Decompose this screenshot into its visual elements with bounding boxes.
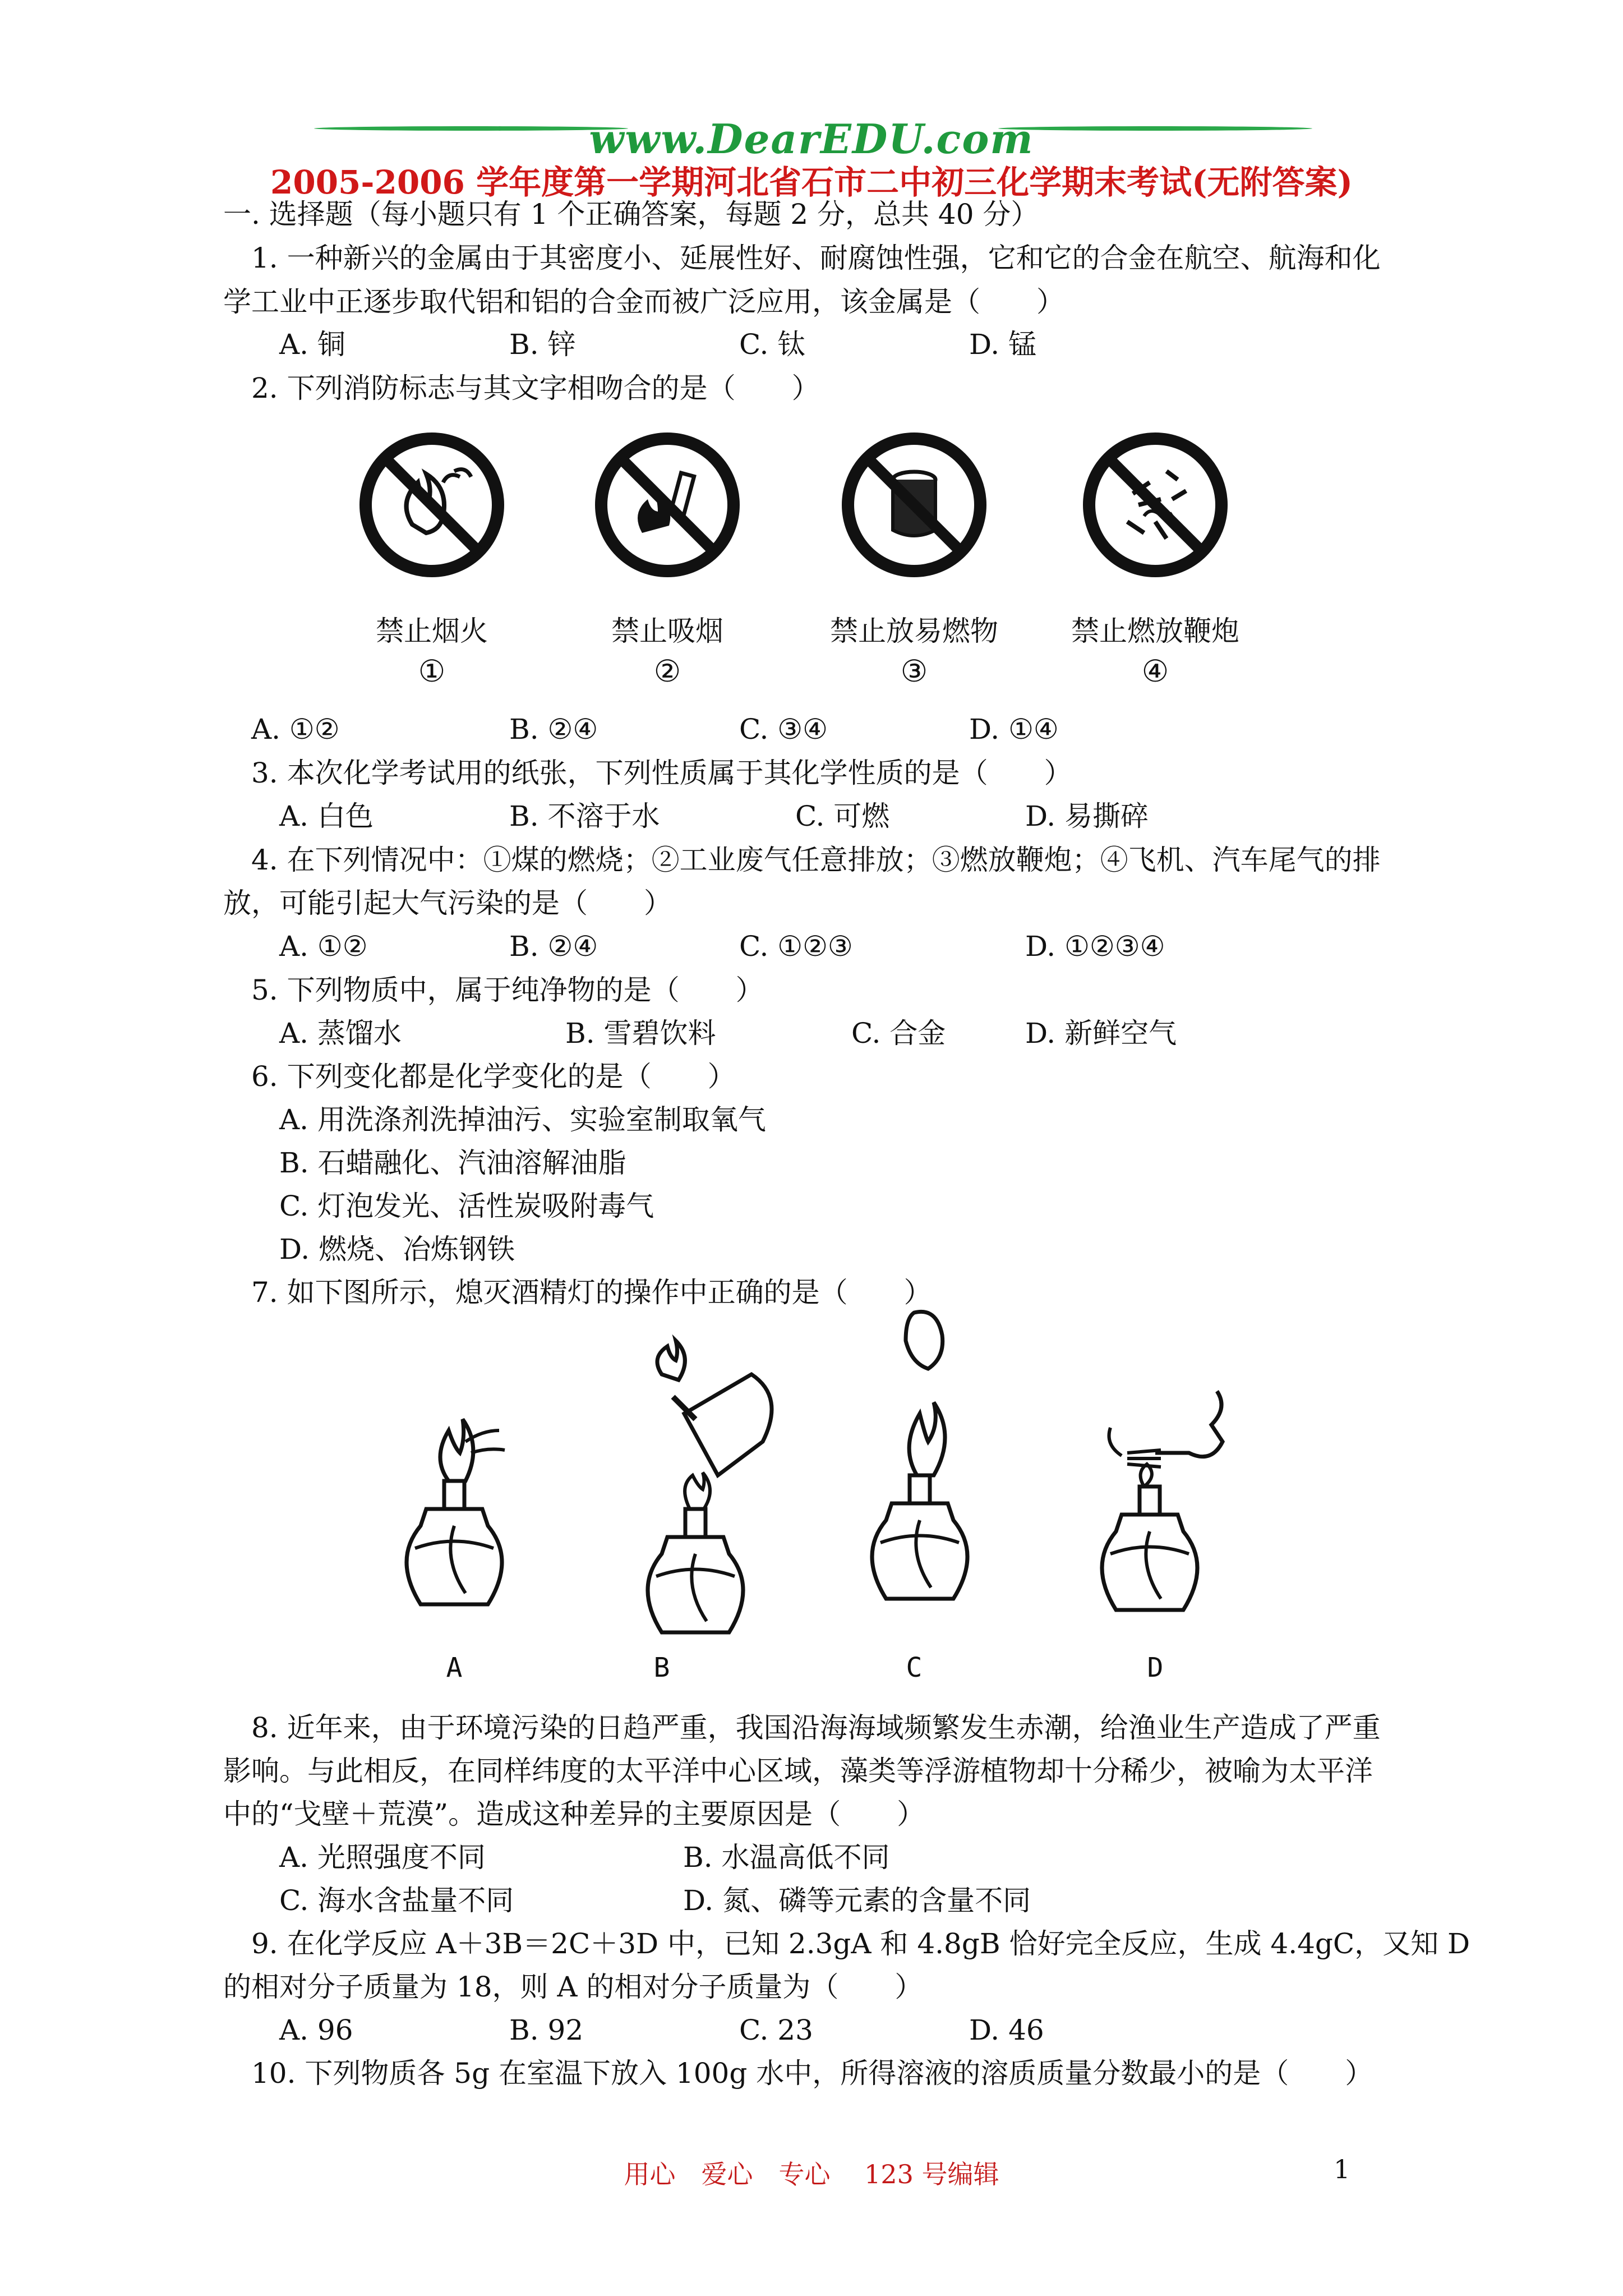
q8-option-a: A. 光照强度不同	[279, 1841, 486, 1874]
lamp-a-blowing-icon	[387, 1402, 522, 1638]
q6-option-c: C. 灯泡发光、活性炭吸附毒气	[279, 1190, 654, 1222]
question-5-line-1: 5. 下列物质中，属于纯净物的是（ ）	[251, 974, 764, 1006]
question-3-line-1: 3. 本次化学考试用的纸张，下列性质属于其化学性质的是（ ）	[251, 757, 1072, 789]
q4-option-b: B. ②④	[509, 930, 598, 963]
lamp-a-label: A	[446, 1652, 463, 1683]
page-title: 2005-2006 学年度第一学期河北省石市二中初三化学期末考试(无附答案)	[270, 163, 1353, 201]
q8-option-b: B. 水温高低不同	[683, 1841, 890, 1874]
sign-1-number: ①	[418, 654, 446, 689]
q2-option-b: B. ②④	[509, 713, 598, 746]
question-8-line-3: 中的“戈壁＋荒漠”。造成这种差异的主要原因是（ ）	[223, 1798, 925, 1830]
sign-1-label: 禁止烟火	[376, 615, 488, 647]
q9-option-b: B. 92	[509, 2014, 584, 2046]
q9-option-d: D. 46	[969, 2014, 1044, 2046]
q6-option-b: B. 石蜡融化、汽油溶解油脂	[279, 1147, 626, 1179]
q6-option-a: A. 用洗涤剂洗掉油污、实验室制取氧气	[279, 1103, 766, 1136]
lamp-b-tilted-icon	[606, 1341, 791, 1638]
q9-option-c: C. 23	[739, 2014, 813, 2046]
sign-no-fire-icon	[359, 432, 505, 578]
q6-option-d: D. 燃烧、冶炼钢铁	[279, 1233, 515, 1266]
q4-option-a: A. ①②	[279, 930, 368, 963]
question-10-line-1: 10. 下列物质各 5g 在室温下放入 100g 水中，所得溶液的溶质质量分数最小的是（ ）	[251, 2057, 1373, 2090]
question-4-line-1: 4. 在下列情况中：①煤的燃烧；②工业废气任意排放；③燃放鞭炮；④飞机、汽车尾气的排	[251, 844, 1381, 876]
page-number: 1	[1334, 2154, 1350, 2184]
q1-option-c: C. 钛	[739, 328, 806, 361]
sign-2-number: ②	[653, 654, 681, 689]
q3-option-c: C. 可燃	[795, 800, 890, 832]
q3-option-b: B. 不溶于水	[509, 800, 660, 832]
q5-option-c: C. 合金	[851, 1017, 946, 1050]
q8-option-d: D. 氮、磷等元素的含量不同	[683, 1884, 1031, 1917]
question-7-line-1: 7. 如下图所示，熄灭酒精灯的操作中正确的是（ ）	[251, 1276, 932, 1309]
question-2-line-1: 2. 下列消防标志与其文字相吻合的是（ ）	[251, 372, 820, 404]
q8-option-c: C. 海水含盐量不同	[279, 1884, 514, 1917]
sign-no-flammables-icon	[841, 432, 987, 578]
q1-option-a: A. 铜	[279, 328, 345, 361]
question-1-line-1: 1. 一种新兴的金属由于其密度小、延展性好、耐腐蚀性强，它和它的合金在航空、航海和化	[251, 242, 1381, 274]
sign-2-label: 禁止吸烟	[611, 615, 723, 647]
question-4-line-2: 放，可能引起大气污染的是（ ）	[223, 887, 672, 919]
lamp-d-label: D	[1147, 1652, 1164, 1683]
q3-option-a: A. 白色	[279, 800, 374, 832]
sign-no-firecrackers-icon	[1082, 432, 1228, 578]
q1-option-b: B. 锌	[509, 328, 576, 361]
q2-option-d: D. ①④	[969, 713, 1059, 746]
lamp-b-label: B	[653, 1652, 670, 1683]
sign-4-label: 禁止燃放鞭炮	[1071, 615, 1239, 647]
q3-option-d: D. 易撕碎	[1025, 800, 1149, 832]
lamp-d-hand-icon	[1088, 1386, 1239, 1638]
question-6-line-1: 6. 下列变化都是化学变化的是（ ）	[251, 1060, 736, 1093]
lamp-c-label: C	[906, 1652, 923, 1683]
question-1-line-2: 学工业中正逐步取代铝和铝的合金而被广泛应用，该金属是（ ）	[223, 286, 1064, 318]
q2-option-c: C. ③④	[739, 713, 828, 746]
q4-option-d: D. ①②③④	[1025, 930, 1165, 963]
sign-no-smoking-icon	[594, 432, 740, 578]
q9-option-a: A. 96	[279, 2014, 353, 2046]
question-9-line-2: 的相对分子质量为 18，则 A 的相对分子质量为（ ）	[223, 1971, 923, 2003]
q4-option-c: C. ①②③	[739, 930, 853, 963]
q1-option-d: D. 锰	[969, 328, 1037, 361]
section-heading: 一. 选择题（每小题只有 1 个正确答案，每题 2 分，总共 40 分）	[223, 198, 1039, 231]
footer-note: 用心 爱心 专心 123 号编辑	[624, 2159, 999, 2189]
q5-option-d: D. 新鲜空气	[1025, 1017, 1177, 1050]
sign-3-label: 禁止放易燃物	[830, 615, 998, 647]
sign-4-number: ④	[1141, 654, 1169, 689]
sign-3-number: ③	[900, 654, 928, 689]
q2-option-a: A. ①②	[251, 713, 340, 746]
site-logo[interactable]: www.DearEDU.com	[589, 115, 1034, 163]
question-8-line-2: 影响。与此相反，在同样纬度的太平洋中心区域，藻类等浮游植物却十分稀少，被喻为太平洋	[223, 1755, 1373, 1787]
question-9-line-1: 9. 在化学反应 A＋3B＝2C＋3D 中，已知 2.3gA 和 4.8gB 恰好完全反应，生成 4.4gC，又知 D	[251, 1927, 1470, 1960]
q5-option-a: A. 蒸馏水	[279, 1017, 402, 1050]
question-8-line-1: 8. 近年来，由于环境污染的日趋严重，我国沿海海域频繁发生赤潮，给渔业生产造成了严重	[251, 1711, 1381, 1744]
q5-option-b: B. 雪碧饮料	[565, 1017, 716, 1050]
lamp-c-cap-icon	[852, 1307, 987, 1638]
